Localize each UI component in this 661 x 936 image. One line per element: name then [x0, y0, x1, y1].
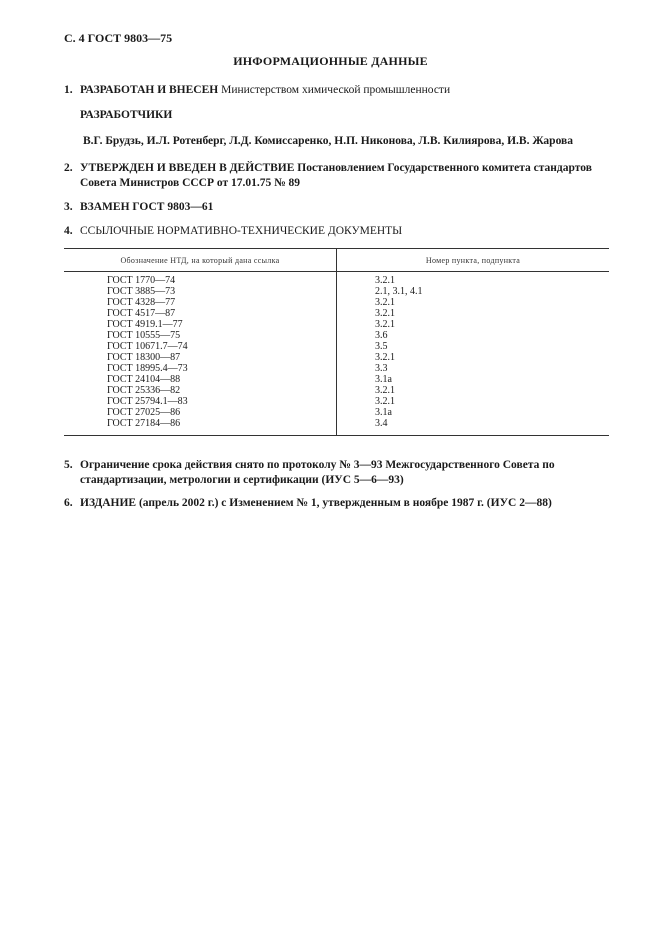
section-number: 5. [64, 459, 73, 471]
table-cell-clause: 3.1а [375, 407, 392, 418]
document-title: ИНФОРМАЦИОННЫЕ ДАННЫЕ [233, 54, 428, 68]
table-row [64, 352, 609, 363]
section-lead: ИЗДАНИЕ (апрель 2002 г.) с Изменением № 1, утвержденным в ноябре 1987 г. (ИУС 2—88) [80, 497, 552, 509]
table-row [64, 319, 609, 330]
table-cell-clause: 3.2.1 [375, 385, 395, 396]
table-row [64, 297, 609, 308]
table-cell-clause: 3.5 [375, 341, 388, 352]
table-cell-document: ГОСТ 10671.7—74 [107, 341, 188, 352]
section-text [80, 161, 609, 191]
table-cell-clause: 3.1а [375, 374, 392, 385]
reference-documents-table [64, 248, 609, 436]
section-3 [64, 200, 609, 215]
table-cell-clause: 3.2.1 [375, 275, 395, 286]
section-number: 1. [64, 84, 73, 96]
table-cell-document: ГОСТ 27184—86 [107, 418, 181, 429]
section-body: Постановлением Государственного комитета стандартов Совета Министров СССР от 17.01.75 № 89 [80, 162, 592, 189]
section-number: 4. [64, 225, 73, 237]
page-header: С. 4 ГОСТ 9803—75 [64, 31, 173, 45]
table-header-document: Обозначение НТД, на который дана ссылка [120, 256, 280, 265]
section-number: 6. [64, 497, 73, 509]
section-text [80, 458, 609, 488]
table-row [64, 275, 609, 286]
table-cell-document: ГОСТ 24104—88 [107, 374, 181, 385]
table-row [64, 341, 609, 352]
table-cell-document: ГОСТ 4328—77 [107, 297, 176, 308]
table-row [64, 308, 609, 319]
section-6 [64, 496, 609, 511]
table-row [64, 385, 609, 396]
table-body [64, 275, 609, 429]
section-5 [64, 458, 609, 488]
section-number: 3. [64, 201, 73, 213]
section-lead: Ограничение срока действия снято по протоколу № 3—93 Межгосударственного Совета по стандартизации, метрологии и сертификации (ИУС 5—6—93) [80, 459, 555, 486]
table-row [64, 374, 609, 385]
table-cell-document: ГОСТ 10555—75 [107, 330, 181, 341]
section-lead: УТВЕРЖДЕН И ВВЕДЕН В ДЕЙСТВИЕ [80, 162, 295, 174]
section-lead: ВЗАМЕН ГОСТ 9803—61 [80, 201, 214, 213]
section-body: Министерством химической промышленности [218, 84, 451, 96]
table-cell-clause: 3.2.1 [375, 297, 395, 308]
table-cell-clause: 3.2.1 [375, 308, 395, 319]
table-row [64, 363, 609, 374]
table-row [64, 418, 609, 429]
table-row [64, 407, 609, 418]
section-2 [64, 161, 609, 191]
table-cell-document: ГОСТ 1770—74 [107, 275, 176, 286]
section-text [80, 224, 609, 239]
table-cell-clause: 2.1, 3.1, 4.1 [375, 286, 423, 297]
table-cell-document: ГОСТ 3885—73 [107, 286, 176, 297]
section-4 [64, 224, 609, 239]
table-cell-document: ГОСТ 25794.1—83 [107, 396, 188, 407]
section-lead: ССЫЛОЧНЫЕ НОРМАТИВНО-ТЕХНИЧЕСКИЕ ДОКУМЕНТЫ [80, 225, 403, 237]
table-row [64, 330, 609, 341]
table-cell-document: ГОСТ 4919.1—77 [107, 319, 183, 330]
section-number: 2. [64, 162, 73, 174]
table-cell-clause: 3.6 [375, 330, 388, 341]
table-header-clause: Номер пункта, подпункта [425, 256, 521, 265]
table-cell-document: ГОСТ 18995.4—73 [107, 363, 188, 374]
section-text [80, 496, 609, 511]
developers-names: В.Г. Брудзь, И.Л. Ротенберг, Л.Д. Комиссаренко, Н.П. Никонова, Л.В. Килиярова, И.В. Жарова [83, 135, 573, 147]
table-cell-document: ГОСТ 27025—86 [107, 407, 181, 418]
table-cell-clause: 3.3 [375, 363, 388, 374]
section-1 [64, 83, 609, 98]
section-text [80, 83, 609, 98]
table-cell-clause: 3.4 [375, 418, 388, 429]
table-cell-document: ГОСТ 25336—82 [107, 385, 181, 396]
table-row [64, 286, 609, 297]
table-cell-clause: 3.2.1 [375, 352, 395, 363]
table-cell-clause: 3.2.1 [375, 396, 395, 407]
table-row [64, 396, 609, 407]
table-cell-document: ГОСТ 18300—87 [107, 352, 181, 363]
section-lead: РАЗРАБОТАН И ВНЕСЕН [80, 84, 219, 96]
table-cell-clause: 3.2.1 [375, 319, 395, 330]
section-text [80, 200, 609, 215]
developers-heading: РАЗРАБОТЧИКИ [80, 109, 173, 121]
table-cell-document: ГОСТ 4517—87 [107, 308, 176, 319]
